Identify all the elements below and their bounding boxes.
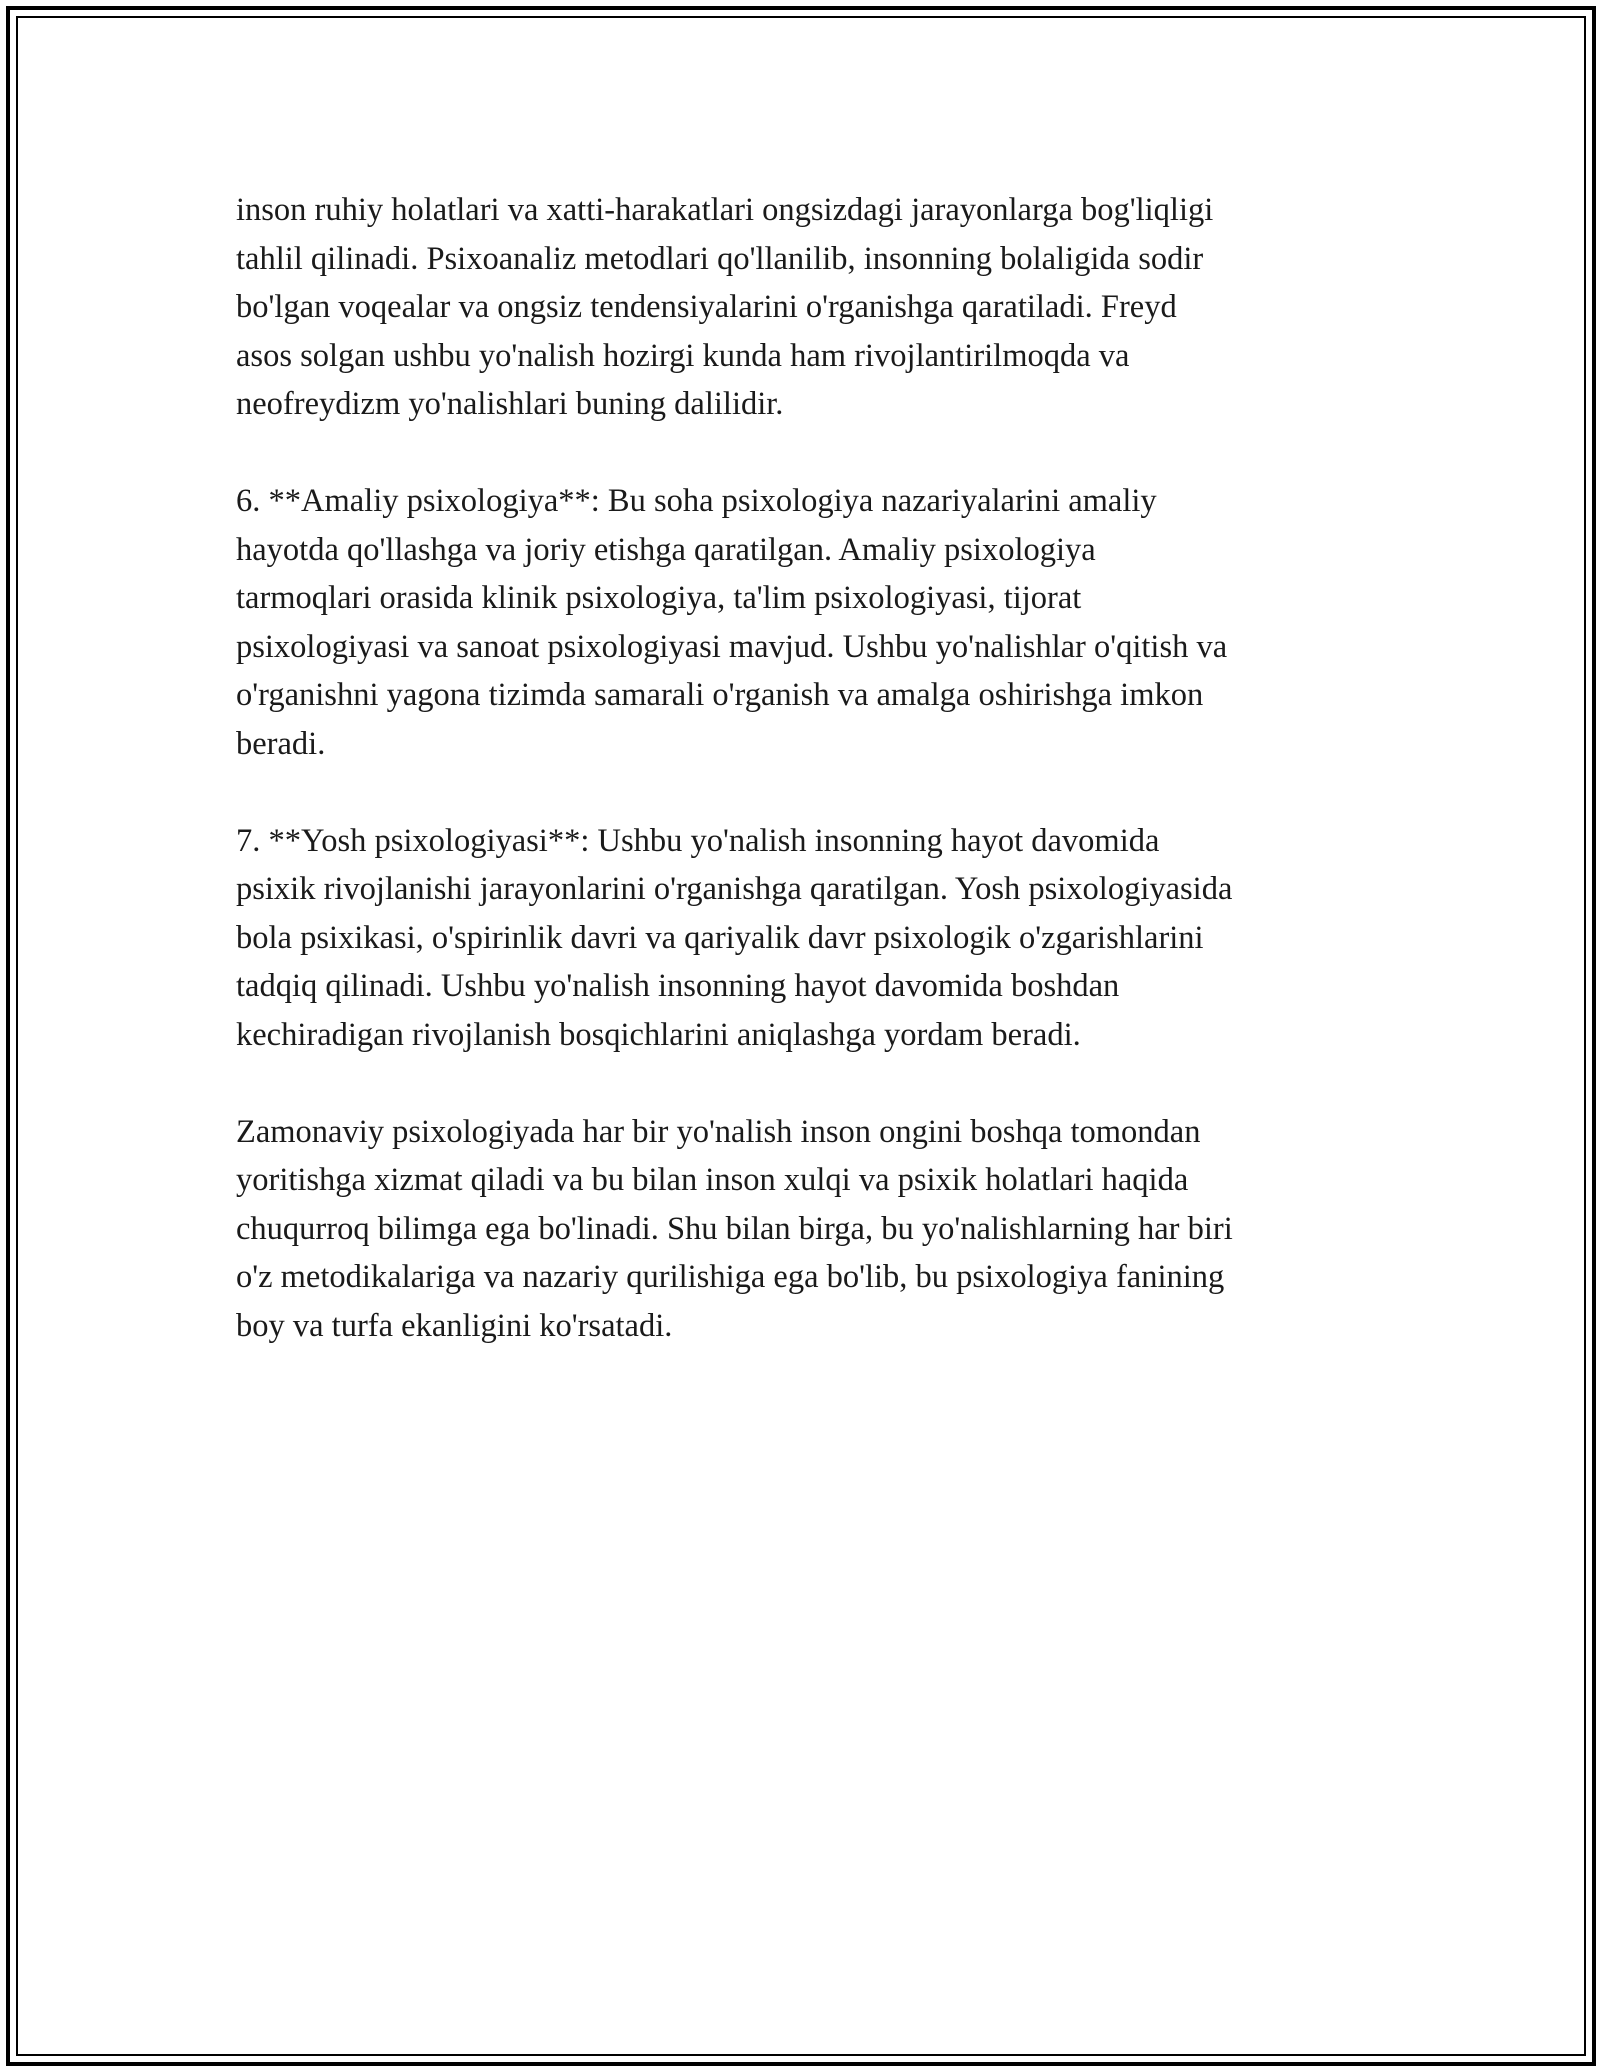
paragraph-psychoanalysis-continuation: inson ruhiy holatlari va xatti-harakatlari ongsizdagi jarayonlarga bog'liqligi tahlil qilinadi. Psixoanaliz metodlari qo'llanilib, insonning bolaligida sodir bo'lgan voqealar va ongsiz tendensiyalarini o'rganishga qaratiladi. Freyd asos solgan ushbu yo'nalish hozirgi kunda ham rivojlantirilmoqda va neofreydizm yo'nalishlari buning dalilidir. [236, 192, 1214, 422]
paragraph-age-psychology: 7. **Yosh psixologiyasi**: Ushbu yo'nalish insonning hayot davomida psixik rivojlanishi jarayonlarini o'rganishga qaratilgan. Yosh psixologiyasida bola psixikasi, o'spirinlik davri va qariyalik davr psixologik o'zgarishlarini tadqiq qilinadi. Ushbu yo'nalish insonning hayot davomida boshdan kechiradigan rivojlanish bosqichlarini aniqlashga yordam beradi. [236, 822, 1233, 1053]
document-body [236, 186, 1384, 1399]
paragraph-conclusion: Zamonaviy psixologiyada har bir yo'nalish inson ongini boshqa tomondan yoritishga xizmat qiladi va bu bilan inson xulqi va psixik holatlari haqida chuqurroq bilimga ega bo'linadi. Shu bilan birga, bu yo'nalishlarning har biri o'z metodikalariga va nazariy qurilishiga ega bo'lib, bu psixologiya fanining boy va turfa ekanligini ko'rsatadi. [236, 1113, 1233, 1344]
paragraph-applied-psychology: 6. **Amaliy psixologiya**: Bu soha psixologiya nazariyalarini amaliy hayotda qo'llashga va joriy etishga qaratilgan. Amaliy psixologiya tarmoqlari orasida klinik psixologiya, ta'lim psixologiyasi, tijorat psixologiyasi va sanoat psixologiyasi mavjud. Ushbu yo'nalishlar o'qitish va o'rganishni yagona tizimda samarali o'rganish va amalga oshirishga imkon beradi. [236, 483, 1228, 762]
